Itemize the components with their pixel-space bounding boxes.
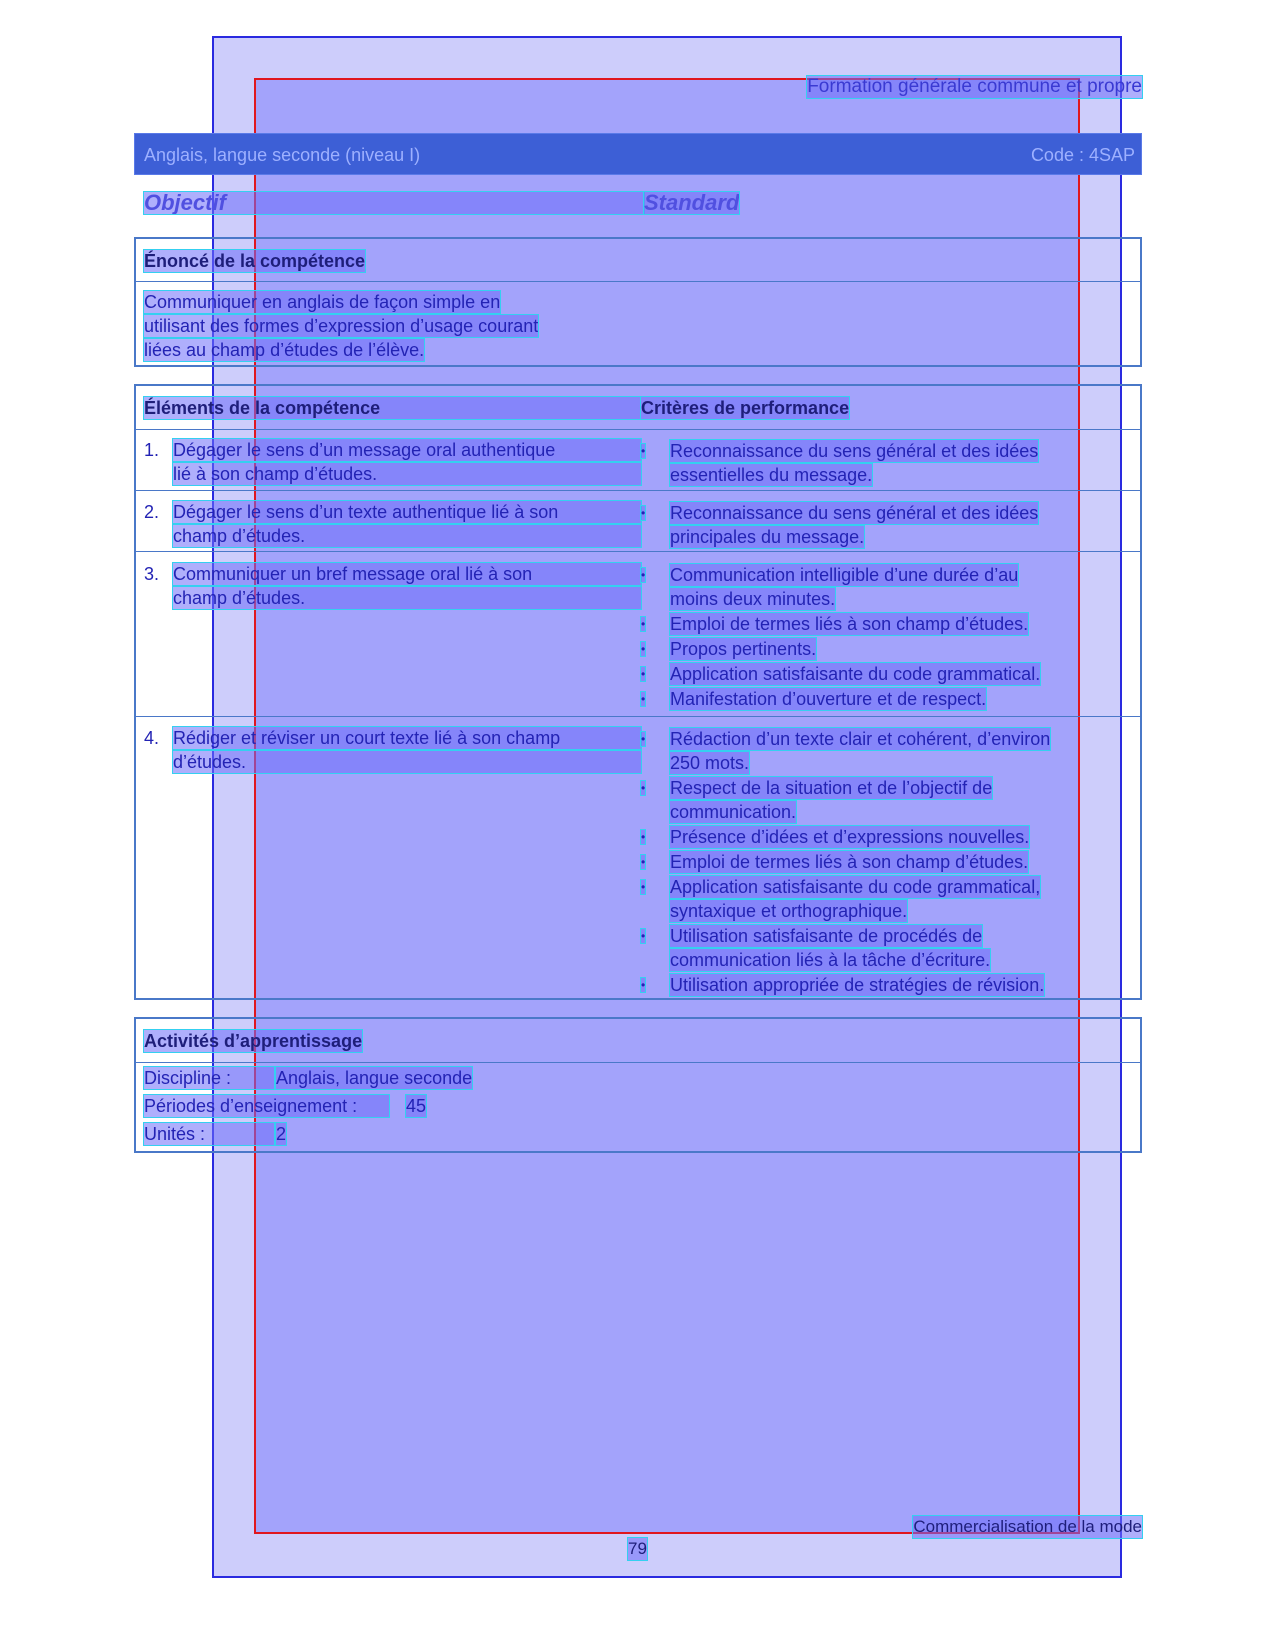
course-title: Anglais, langue seconde (niveau I): [144, 145, 421, 165]
periodes-value: 45: [406, 1096, 427, 1116]
element-3-line-1: Communiquer un bref message oral lié à son: [173, 563, 641, 585]
criterion-3-1-line-1: Communication intelligible d’une durée d’au: [670, 565, 1019, 585]
element-number: 2.: [144, 502, 160, 522]
element-number: 4.: [144, 728, 160, 748]
unites-value: 2: [276, 1124, 287, 1144]
criteres-column-header: Critères de performance: [641, 398, 850, 418]
discipline-label: Discipline :: [144, 1067, 274, 1089]
course-code: Code : 4SAP: [1030, 145, 1135, 165]
criterion-3-4: Application satisfaisante du code grammatical.: [670, 664, 1041, 684]
criterion-4-6-line-2: communication liés à la tâche d’écriture.: [670, 950, 991, 970]
bullet-icon: •: [641, 929, 646, 943]
element-4-line-1: Rédiger et réviser un court texte lié à son champ: [173, 727, 641, 749]
discipline-value: Anglais, langue seconde: [276, 1068, 473, 1088]
criterion-4-5-line-2: syntaxique et orthographique.: [670, 901, 908, 921]
criterion-3-2: Emploi de termes liés à son champ d’études.: [670, 614, 1029, 634]
element-number: 3.: [144, 564, 160, 584]
bullet-icon: •: [641, 855, 646, 869]
enonce-line-2: utilisant des formes d’expression d’usage courant: [144, 316, 539, 336]
bullet-icon: •: [641, 978, 646, 992]
criterion-4-4: Emploi de termes liés à son champ d’études.: [670, 852, 1029, 872]
element-1-line-1: Dégager le sens d’un message oral authentique: [173, 439, 641, 461]
activites-title: Activités d’apprentissage: [144, 1031, 363, 1051]
element-1-line-2: lié à son champ d’études.: [173, 463, 641, 485]
bullet-icon: •: [641, 830, 646, 844]
element-number: 1.: [144, 440, 160, 460]
bullet-icon: •: [641, 642, 646, 656]
criterion-3-5: Manifestation d’ouverture et de respect.: [670, 689, 987, 709]
criterion-4-5-line-1: Application satisfaisante du code grammatical,: [670, 877, 1041, 897]
enonce-title: Énoncé de la compétence: [144, 251, 366, 271]
elements-column-header: Éléments de la compétence: [144, 397, 640, 419]
element-2-line-2: champ d’études.: [173, 525, 641, 547]
bullet-icon: •: [641, 781, 646, 795]
criterion-4-1-line-1: Rédaction d’un texte clair et cohérent, d’environ: [670, 729, 1051, 749]
criterion-1-1-line-2: essentielles du message.: [670, 465, 873, 485]
criterion-4-2-line-1: Respect de la situation et de l’objectif de: [670, 778, 993, 798]
element-4-line-2: d’études.: [173, 751, 641, 773]
criterion-3-3: Propos pertinents.: [670, 639, 817, 659]
criterion-4-6-line-1: Utilisation satisfaisante de procédés de: [670, 926, 983, 946]
footer-program: Commercialisation de la mode: [913, 1517, 1142, 1536]
criterion-2-1-line-1: Reconnaissance du sens général et des idées: [670, 503, 1039, 523]
element-2-line-1: Dégager le sens d’un texte authentique lié à son: [173, 501, 641, 523]
criterion-1-1-line-1: Reconnaissance du sens général et des idées: [670, 441, 1039, 461]
criterion-3-1-line-2: moins deux minutes.: [670, 589, 836, 609]
element-3-line-2: champ d’études.: [173, 587, 641, 609]
periodes-label: Périodes d’enseignement :: [144, 1095, 389, 1117]
standard-heading: Standard: [644, 190, 740, 215]
running-header: Formation générale commune et propre: [807, 76, 1142, 97]
enonce-line-1: Communiquer en anglais de façon simple en: [144, 292, 501, 312]
bullet-icon: •: [641, 880, 646, 894]
bullet-icon: •: [641, 732, 646, 746]
criterion-4-3: Présence d’idées et d’expressions nouvelles.: [670, 827, 1030, 847]
bullet-icon: •: [641, 506, 646, 520]
bullet-icon: •: [641, 444, 646, 458]
criterion-4-2-line-2: communication.: [670, 802, 797, 822]
bullet-icon: •: [641, 692, 646, 706]
criterion-4-1-line-2: 250 mots.: [670, 753, 750, 773]
bullet-icon: •: [641, 617, 646, 631]
bullet-icon: •: [641, 667, 646, 681]
page-number: 79: [628, 1539, 647, 1558]
bullet-icon: •: [641, 568, 646, 582]
criterion-4-7: Utilisation appropriée de stratégies de révision.: [670, 975, 1045, 995]
criterion-2-1-line-2: principales du message.: [670, 527, 865, 547]
unites-label: Unités :: [144, 1123, 274, 1145]
objectif-heading: Objectif: [144, 192, 644, 214]
enonce-line-3: liées au champ d’études de l’élève.: [144, 340, 425, 360]
